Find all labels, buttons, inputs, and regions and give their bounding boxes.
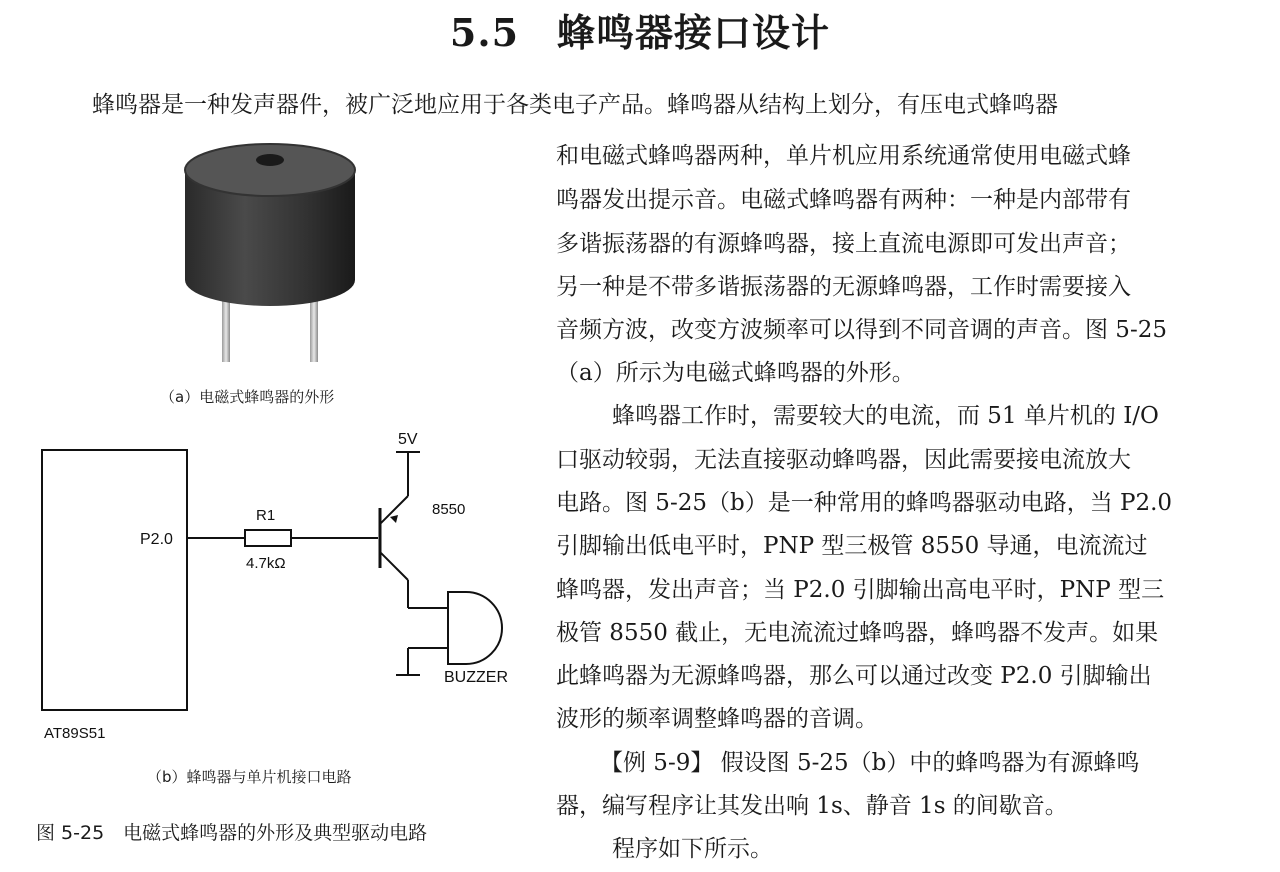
paragraph2-line: 此蜂鸣器为无源蜂鸣器，那么可以通过改变 P2.0 引脚输出 xyxy=(556,663,1152,689)
pin-label: P2.0 xyxy=(140,531,173,548)
figure-caption-b: （b）蜂鸣器与单片机接口电路 xyxy=(147,768,352,786)
buzzer-symbol xyxy=(448,592,502,664)
paragraph2-line: 波形的频率调整蜂鸣器的音调。 xyxy=(556,706,878,732)
buzzer-photo xyxy=(170,130,370,370)
section-number: 5.5 xyxy=(449,10,520,55)
resistor-label: R1 xyxy=(256,507,276,524)
paragraph1-line: 鸣器发出提示音。电磁式蜂鸣器有两种：一种是内部带有 xyxy=(556,187,1131,213)
chip-label: AT89S51 xyxy=(44,725,106,742)
supply-label: 5V xyxy=(398,431,418,448)
paragraph1-line: （a）所示为电磁式蜂鸣器的外形。 xyxy=(556,360,915,386)
section-heading: 蜂鸣器接口设计 xyxy=(557,11,831,55)
paragraph2-line: 极管 8550 截止，无电流流过蜂鸣器，蜂鸣器不发声。如果 xyxy=(556,620,1159,646)
example-line: 程序如下所示。 xyxy=(612,836,773,862)
paragraph2-line: 引脚输出低电平时，PNP 型三极管 8550 导通，电流流过 xyxy=(556,533,1148,559)
paragraph1-line: 音频方波，改变方波频率可以得到不同音调的声音。图 5-25 xyxy=(556,317,1167,343)
figure-caption-a: （a）电磁式蜂鸣器的外形 xyxy=(160,388,335,406)
paragraph2-line: 蜂鸣器工作时，需要较大的电流，而 51 单片机的 I/O xyxy=(612,403,1159,429)
circuit-diagram xyxy=(0,420,550,742)
paragraph1-line: 另一种是不带多谐振荡器的无源蜂鸣器，工作时需要接入 xyxy=(556,274,1131,300)
figure-caption: 图 5-25 电磁式蜂鸣器的外形及典型驱动电路 xyxy=(36,822,428,844)
paragraph1-line: 多谐振荡器的有源蜂鸣器，接上直流电源即可发出声音； xyxy=(556,231,1131,257)
paragraph2-line: 蜂鸣器，发出声音；当 P2.0 引脚输出高电平时，PNP 型三 xyxy=(556,577,1165,603)
transistor-label: 8550 xyxy=(432,501,466,518)
paragraph2-line: 口驱动较弱，无法直接驱动蜂鸣器，因此需要接电流放大 xyxy=(556,447,1131,473)
paragraph2-line: 电路。图 5-25（b）是一种常用的蜂鸣器驱动电路，当 P2.0 xyxy=(556,490,1173,516)
paragraph1-line: 和电磁式蜂鸣器两种，单片机应用系统通常使用电磁式蜂 xyxy=(556,143,1131,169)
section-title xyxy=(0,2,1280,57)
transistor-arrow xyxy=(390,515,398,523)
resistor-r1 xyxy=(245,530,291,546)
example-line: 【例 5-9】 假设图 5-25（b）中的蜂鸣器为有源蜂鸣 xyxy=(600,750,1140,776)
buzzer-label: BUZZER xyxy=(444,669,508,686)
resistor-value: 4.7kΩ xyxy=(246,555,286,572)
example-line: 器，编写程序让其发出响 1s、静音 1s 的间歇音。 xyxy=(556,793,1068,819)
paragraph1-line: 蜂鸣器是一种发声器件，被广泛地应用于各类电子产品。蜂鸣器从结构上划分，有压电式蜂鸣器 xyxy=(92,92,1058,118)
mcu-chip-box xyxy=(42,450,187,710)
